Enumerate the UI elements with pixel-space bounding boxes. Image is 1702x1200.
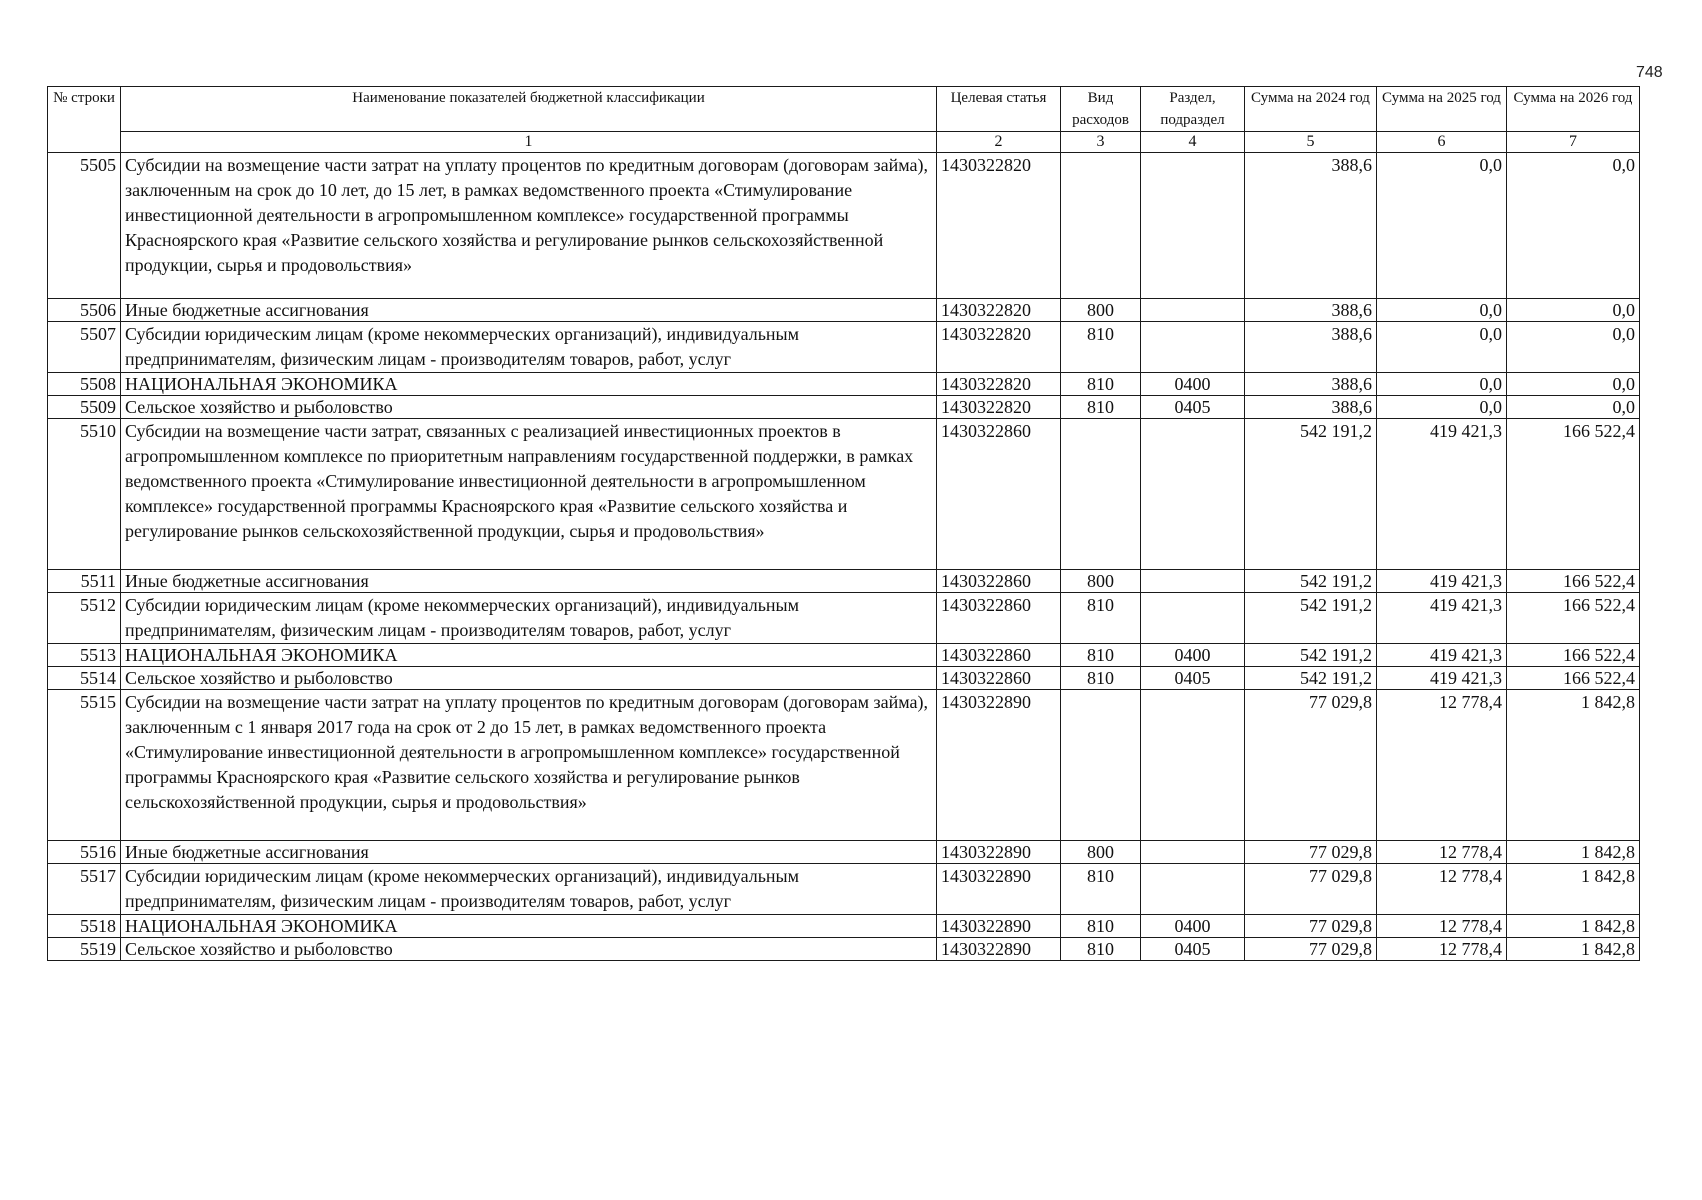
row-sum-2025: 0,0 bbox=[1377, 299, 1507, 322]
column-index: 6 bbox=[1377, 132, 1507, 153]
row-sum-2025: 419 421,3 bbox=[1377, 419, 1507, 570]
row-expense-type: 800 bbox=[1061, 299, 1141, 322]
row-sum-2024: 77 029,8 bbox=[1245, 841, 1377, 864]
row-sum-2025: 12 778,4 bbox=[1377, 841, 1507, 864]
row-sum-2024: 542 191,2 bbox=[1245, 593, 1377, 644]
table-row bbox=[48, 644, 1640, 667]
table-row bbox=[48, 322, 1640, 373]
row-name: Субсидии на возмещение части затрат на уплату процентов по кредитным договорам (договорам займа), заключенным на срок до 10 лет, до 15 лет, в рамках ведомственного проекта «Стимулирование инвестиционной деятельности в агропромышленном комплексе» государственной программы Красноярского края «Развитие сельского хозяйства и регулирование рынков сельскохозяйственной продукции, сырья и продовольствия» bbox=[121, 153, 937, 299]
row-section bbox=[1141, 299, 1245, 322]
row-expense-type: 800 bbox=[1061, 841, 1141, 864]
row-expense-type: 810 bbox=[1061, 593, 1141, 644]
row-sum-2026: 166 522,4 bbox=[1507, 593, 1640, 644]
row-target: 1430322820 bbox=[937, 396, 1061, 419]
row-name: НАЦИОНАЛЬНАЯ ЭКОНОМИКА bbox=[121, 915, 937, 938]
row-sum-2024: 388,6 bbox=[1245, 299, 1377, 322]
row-expense-type: 810 bbox=[1061, 396, 1141, 419]
row-expense-type: 800 bbox=[1061, 570, 1141, 593]
row-sum-2025: 12 778,4 bbox=[1377, 864, 1507, 915]
row-sum-2025: 419 421,3 bbox=[1377, 644, 1507, 667]
row-sum-2024: 542 191,2 bbox=[1245, 419, 1377, 570]
row-sum-2026: 1 842,8 bbox=[1507, 841, 1640, 864]
column-index: 1 bbox=[121, 132, 937, 153]
row-section: 0405 bbox=[1141, 938, 1245, 961]
row-sum-2026: 1 842,8 bbox=[1507, 690, 1640, 841]
table-row bbox=[48, 841, 1640, 864]
table-row bbox=[48, 153, 1640, 299]
row-name: Сельское хозяйство и рыболовство bbox=[121, 667, 937, 690]
row-section: 0400 bbox=[1141, 644, 1245, 667]
row-section bbox=[1141, 322, 1245, 373]
row-name: Субсидии юридическим лицам (кроме некоммерческих организаций), индивидуальным предпринимателям, физическим лицам - производителям товаров, работ, услуг bbox=[121, 864, 937, 915]
row-sum-2025: 0,0 bbox=[1377, 153, 1507, 299]
row-sum-2025: 419 421,3 bbox=[1377, 593, 1507, 644]
row-sum-2024: 77 029,8 bbox=[1245, 915, 1377, 938]
row-section: 0400 bbox=[1141, 373, 1245, 396]
table-row bbox=[48, 299, 1640, 322]
row-section: 0400 bbox=[1141, 915, 1245, 938]
row-name: Субсидии на возмещение части затрат на уплату процентов по кредитным договорам (договорам займа), заключенным с 1 января 2017 года на срок от 2 до 15 лет, в рамках ведомственного проекта «Стимулирование инвестиционной деятельности в агропромышленном комплексе» государственной программы Красноярского края «Развитие сельского хозяйства и регулирование рынков сельскохозяйственной продукции, сырья и продовольствия» bbox=[121, 690, 937, 841]
table-header-row bbox=[48, 87, 1640, 132]
row-sum-2025: 0,0 bbox=[1377, 396, 1507, 419]
row-section bbox=[1141, 841, 1245, 864]
row-sum-2026: 1 842,8 bbox=[1507, 864, 1640, 915]
row-number: 5508 bbox=[48, 373, 121, 396]
row-sum-2024: 77 029,8 bbox=[1245, 690, 1377, 841]
row-sum-2026: 0,0 bbox=[1507, 396, 1640, 419]
column-index: 5 bbox=[1245, 132, 1377, 153]
row-name: Иные бюджетные ассигнования bbox=[121, 299, 937, 322]
row-name: Иные бюджетные ассигнования bbox=[121, 570, 937, 593]
header-sum-2025: Сумма на 2025 год bbox=[1377, 87, 1507, 132]
row-sum-2026: 166 522,4 bbox=[1507, 570, 1640, 593]
row-sum-2024: 388,6 bbox=[1245, 153, 1377, 299]
row-sum-2025: 419 421,3 bbox=[1377, 667, 1507, 690]
row-expense-type bbox=[1061, 153, 1141, 299]
row-sum-2026: 0,0 bbox=[1507, 322, 1640, 373]
table-row bbox=[48, 864, 1640, 915]
row-section bbox=[1141, 690, 1245, 841]
row-name: Сельское хозяйство и рыболовство bbox=[121, 396, 937, 419]
row-section bbox=[1141, 593, 1245, 644]
row-number: 5507 bbox=[48, 322, 121, 373]
row-sum-2025: 0,0 bbox=[1377, 322, 1507, 373]
table-row bbox=[48, 593, 1640, 644]
row-section bbox=[1141, 570, 1245, 593]
column-index: 4 bbox=[1141, 132, 1245, 153]
table-row bbox=[48, 667, 1640, 690]
row-section bbox=[1141, 419, 1245, 570]
row-name: НАЦИОНАЛЬНАЯ ЭКОНОМИКА bbox=[121, 644, 937, 667]
row-sum-2026: 1 842,8 bbox=[1507, 915, 1640, 938]
row-expense-type: 810 bbox=[1061, 322, 1141, 373]
header-section: Раздел, подраздел bbox=[1141, 87, 1245, 132]
row-expense-type: 810 bbox=[1061, 938, 1141, 961]
header-name: Наименование показателей бюджетной классификации bbox=[121, 87, 937, 132]
header-expense-type: Вид расходов bbox=[1061, 87, 1141, 132]
row-name: Сельское хозяйство и рыболовство bbox=[121, 938, 937, 961]
row-expense-type: 810 bbox=[1061, 864, 1141, 915]
table-row bbox=[48, 373, 1640, 396]
row-target: 1430322820 bbox=[937, 322, 1061, 373]
table-row bbox=[48, 915, 1640, 938]
row-number: 5515 bbox=[48, 690, 121, 841]
row-sum-2026: 1 842,8 bbox=[1507, 938, 1640, 961]
row-number: 5510 bbox=[48, 419, 121, 570]
row-expense-type: 810 bbox=[1061, 373, 1141, 396]
row-expense-type: 810 bbox=[1061, 644, 1141, 667]
row-sum-2026: 166 522,4 bbox=[1507, 667, 1640, 690]
row-target: 1430322890 bbox=[937, 915, 1061, 938]
row-number: 5509 bbox=[48, 396, 121, 419]
row-number: 5511 bbox=[48, 570, 121, 593]
row-sum-2024: 542 191,2 bbox=[1245, 644, 1377, 667]
budget-table bbox=[47, 86, 1640, 961]
row-number: 5519 bbox=[48, 938, 121, 961]
row-sum-2025: 12 778,4 bbox=[1377, 690, 1507, 841]
row-sum-2026: 0,0 bbox=[1507, 373, 1640, 396]
header-sum-2026: Сумма на 2026 год bbox=[1507, 87, 1640, 132]
row-target: 1430322820 bbox=[937, 299, 1061, 322]
row-section: 0405 bbox=[1141, 396, 1245, 419]
row-sum-2026: 166 522,4 bbox=[1507, 644, 1640, 667]
row-target: 1430322820 bbox=[937, 153, 1061, 299]
row-sum-2025: 12 778,4 bbox=[1377, 915, 1507, 938]
row-section: 0405 bbox=[1141, 667, 1245, 690]
row-number: 5512 bbox=[48, 593, 121, 644]
table-row bbox=[48, 938, 1640, 961]
table-row bbox=[48, 570, 1640, 593]
row-name: НАЦИОНАЛЬНАЯ ЭКОНОМИКА bbox=[121, 373, 937, 396]
header-target: Целевая статья bbox=[937, 87, 1061, 132]
row-sum-2025: 12 778,4 bbox=[1377, 938, 1507, 961]
row-target: 1430322890 bbox=[937, 864, 1061, 915]
row-section bbox=[1141, 864, 1245, 915]
column-index: 2 bbox=[937, 132, 1061, 153]
column-index: 7 bbox=[1507, 132, 1640, 153]
row-sum-2025: 419 421,3 bbox=[1377, 570, 1507, 593]
row-section bbox=[1141, 153, 1245, 299]
row-name: Субсидии юридическим лицам (кроме некоммерческих организаций), индивидуальным предпринимателям, физическим лицам - производителям товаров, работ, услуг bbox=[121, 322, 937, 373]
row-sum-2024: 388,6 bbox=[1245, 396, 1377, 419]
table-row bbox=[48, 690, 1640, 841]
row-name: Субсидии юридическим лицам (кроме некоммерческих организаций), индивидуальным предпринимателям, физическим лицам - производителям товаров, работ, услуг bbox=[121, 593, 937, 644]
row-number: 5517 bbox=[48, 864, 121, 915]
row-number: 5514 bbox=[48, 667, 121, 690]
table-row bbox=[48, 396, 1640, 419]
row-sum-2024: 388,6 bbox=[1245, 322, 1377, 373]
row-sum-2024: 542 191,2 bbox=[1245, 570, 1377, 593]
row-name: Субсидии на возмещение части затрат, связанных с реализацией инвестиционных проектов в агропромышленном комплексе по приоритетным направлениям государственной поддержки, в рамках ведомственного проекта «Стимулирование инвестиционной деятельности в агропромышленном комплексе» государственной программы Красноярского края «Развитие сельского хозяйства и регулирование рынков сельскохозяйственной продукции, сырья и продовольствия» bbox=[121, 419, 937, 570]
row-sum-2026: 0,0 bbox=[1507, 153, 1640, 299]
row-name: Иные бюджетные ассигнования bbox=[121, 841, 937, 864]
row-sum-2026: 166 522,4 bbox=[1507, 419, 1640, 570]
row-number: 5516 bbox=[48, 841, 121, 864]
row-target: 1430322860 bbox=[937, 667, 1061, 690]
row-target: 1430322860 bbox=[937, 419, 1061, 570]
row-target: 1430322820 bbox=[937, 373, 1061, 396]
header-sum-2024: Сумма на 2024 год bbox=[1245, 87, 1377, 132]
row-sum-2024: 542 191,2 bbox=[1245, 667, 1377, 690]
row-target: 1430322890 bbox=[937, 938, 1061, 961]
page-number: 748 bbox=[1636, 64, 1663, 81]
column-index-row bbox=[48, 132, 1640, 153]
row-sum-2026: 0,0 bbox=[1507, 299, 1640, 322]
row-expense-type: 810 bbox=[1061, 915, 1141, 938]
row-number: 5513 bbox=[48, 644, 121, 667]
row-number: 5505 bbox=[48, 153, 121, 299]
row-number: 5518 bbox=[48, 915, 121, 938]
row-sum-2024: 77 029,8 bbox=[1245, 864, 1377, 915]
header-row-no: № строки bbox=[48, 87, 121, 153]
row-target: 1430322890 bbox=[937, 841, 1061, 864]
row-number: 5506 bbox=[48, 299, 121, 322]
row-target: 1430322860 bbox=[937, 644, 1061, 667]
row-sum-2025: 0,0 bbox=[1377, 373, 1507, 396]
row-target: 1430322890 bbox=[937, 690, 1061, 841]
row-sum-2024: 77 029,8 bbox=[1245, 938, 1377, 961]
row-target: 1430322860 bbox=[937, 570, 1061, 593]
row-target: 1430322860 bbox=[937, 593, 1061, 644]
table-row bbox=[48, 419, 1640, 570]
row-expense-type: 810 bbox=[1061, 667, 1141, 690]
row-sum-2024: 388,6 bbox=[1245, 373, 1377, 396]
row-expense-type bbox=[1061, 690, 1141, 841]
column-index: 3 bbox=[1061, 132, 1141, 153]
row-expense-type bbox=[1061, 419, 1141, 570]
